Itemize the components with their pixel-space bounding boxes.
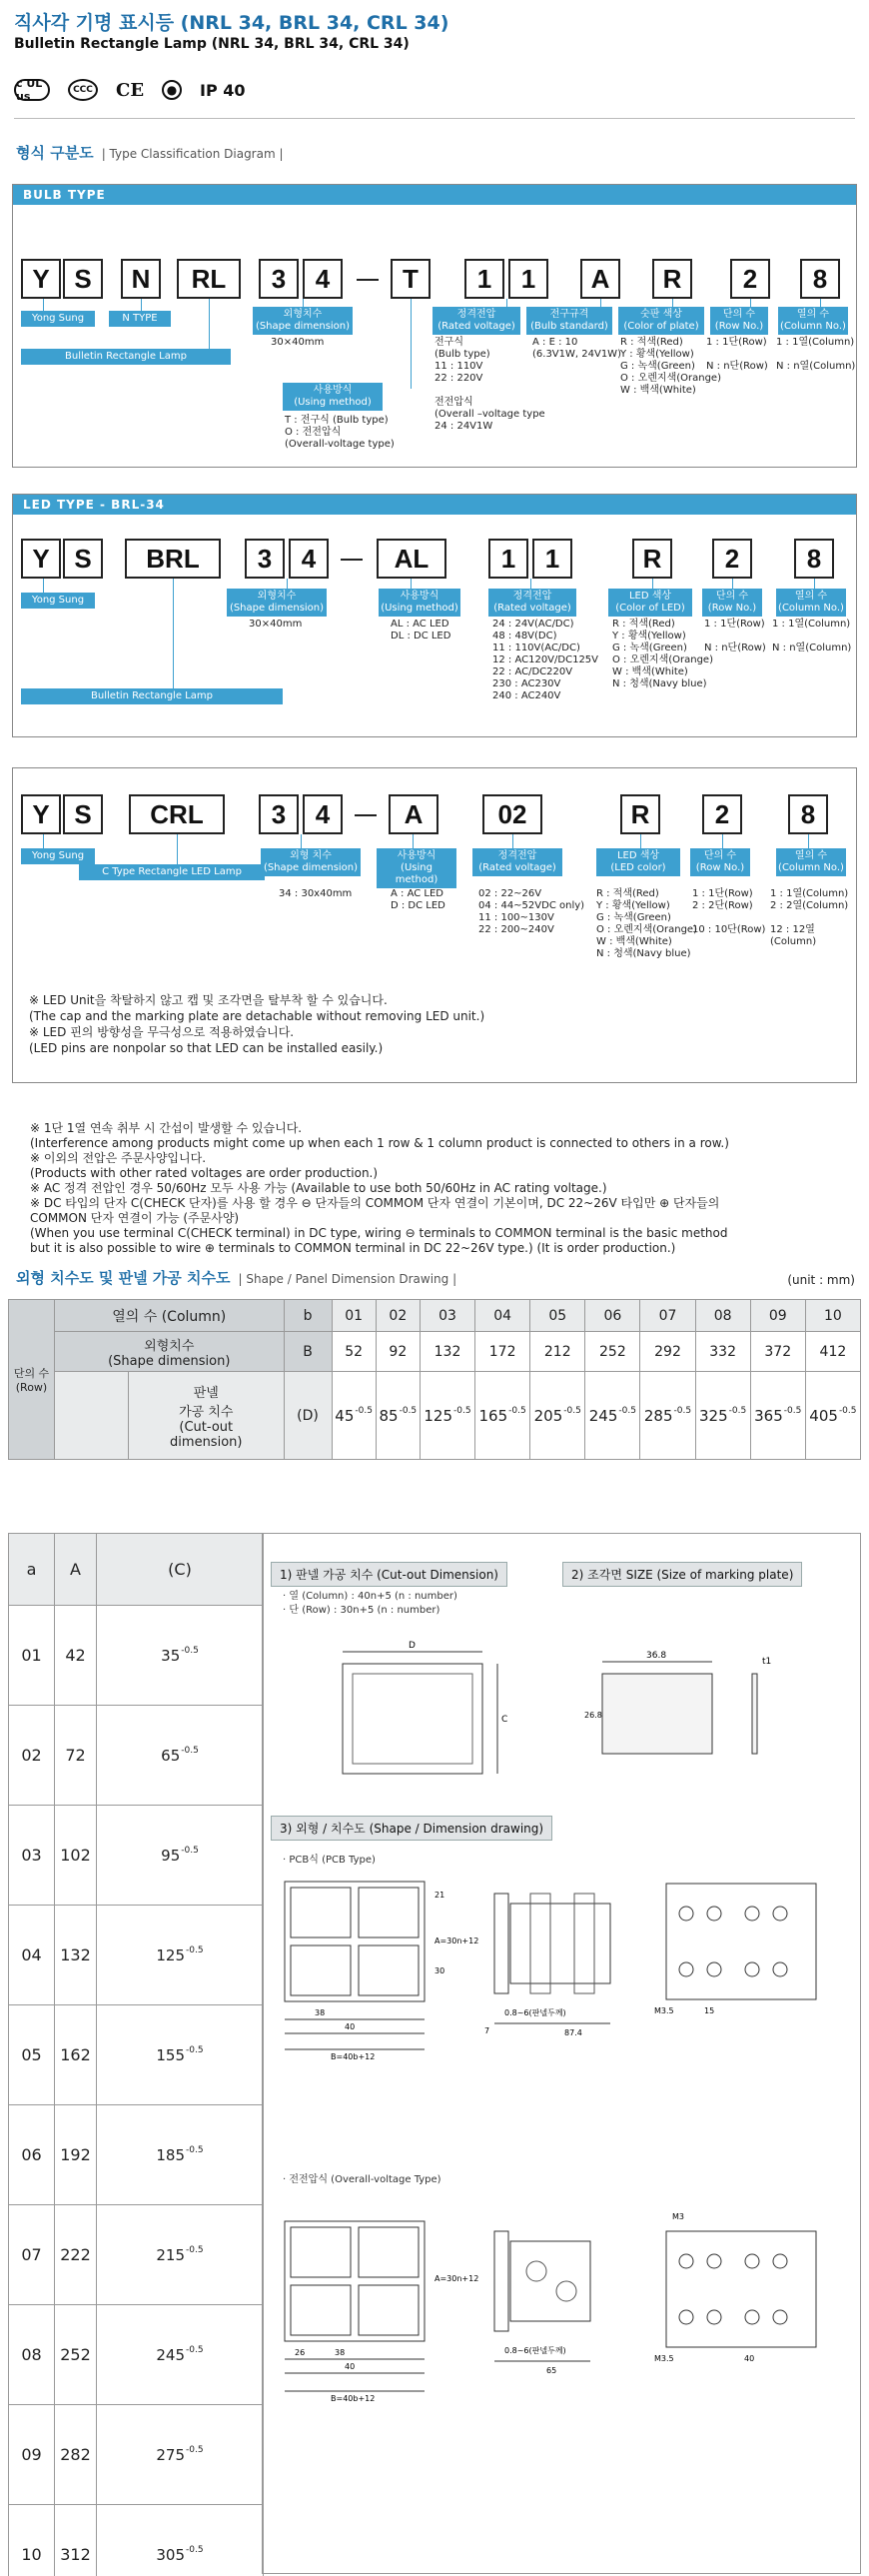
dim-08: 0.8~6(판넬두께) — [504, 2008, 566, 2017]
dim-40: 40 — [345, 2362, 356, 2371]
code-box: Y — [21, 539, 61, 579]
note-using: T : 전구식 (Bulb type) O : 전전압식 (Overall-voltage type) — [285, 415, 395, 450]
note-row: 1 : 1단(Row) N : n단(Row) — [704, 619, 766, 653]
note-col: 1 : 1열(Column) N : n열(Column) — [776, 337, 856, 372]
divider — [14, 118, 855, 119]
crl-footnotes — [29, 992, 484, 1056]
col-cell: 06 — [585, 1300, 640, 1332]
page-title: 직사각 기명 표시등 (NRL 34, BRL 34, CRL 34) — [14, 12, 449, 34]
shape-cell: 52 — [332, 1332, 376, 1372]
tolerance: -0.5 — [453, 1406, 471, 1416]
col-letter: b — [284, 1300, 332, 1332]
row-A: 72 — [55, 1706, 97, 1806]
tolerance: -0.5 — [186, 2445, 204, 2455]
crl-type-panel — [12, 767, 857, 1083]
unit-label: (unit : mm) — [787, 1273, 855, 1287]
tag-n-type: N TYPE — [109, 311, 171, 327]
dim-m3: M3 — [672, 2212, 684, 2221]
bulb-type-panel — [12, 184, 857, 468]
cert-row — [14, 78, 246, 102]
tolerance: -0.5 — [673, 1406, 692, 1416]
tag-shape-dimension: 외형치수 (Shape dimension) — [227, 589, 327, 617]
code-box: 2 — [730, 259, 770, 299]
tag-led-color: LED 색상 (LED color) — [596, 848, 680, 876]
tolerance: -0.5 — [181, 1646, 199, 1656]
code-box: Y — [21, 259, 61, 299]
row-A: 42 — [55, 1606, 97, 1706]
marking-plate-drawing — [582, 1634, 842, 1794]
col-cell: 01 — [332, 1300, 376, 1332]
row-C: 215 — [156, 2246, 186, 2264]
code-box: R — [652, 259, 692, 299]
note-rated: 02 : 22~26V 04 : 44~52VDC only) 11 : 100~130V 22 : 200~240V — [478, 888, 585, 935]
classification-title: 형식 구분도 | Type Classification Diagram | — [16, 144, 284, 162]
cutout-header: 판넬 가공 치수 (Cut-out dimension) — [129, 1372, 285, 1460]
note-color: R : 적색(Red) Y : 황색(Yellow) G : 녹색(Green) O : 오렌지색(Orange) W : 백색(White) — [620, 337, 721, 396]
tag-c-type-rectangle-led-lamp: C Type Rectangle LED Lamp — [79, 864, 265, 880]
cut-cell: 45 — [335, 1407, 355, 1425]
panel-bar: BULB TYPE — [13, 185, 856, 205]
row-C: 155 — [156, 2046, 186, 2064]
code-box: 4 — [303, 259, 343, 299]
code-box: A — [580, 259, 620, 299]
note-row: 1 : 1단(Row) 2 : 2단(Row) 10 : 10단(Row) — [692, 888, 766, 935]
shape-header: 외형치수 (Shape dimension) — [55, 1332, 285, 1372]
code-box: 8 — [788, 794, 828, 834]
code-box: 4 — [303, 794, 343, 834]
dim-30: 30 — [434, 1966, 445, 1975]
dimension-title: 외형 치수도 및 판넬 가공 치수도 | Shape / Panel Dimension Drawing | — [16, 1269, 457, 1287]
row-a: 02 — [9, 1706, 55, 1806]
dim-b40: B=40b+12 — [331, 2394, 376, 2403]
dim-label-268: 26.8 — [584, 1711, 602, 1720]
tag-column-no: 열의 수 (Column No.) — [776, 848, 846, 876]
tag-yong-sung: Yong Sung — [21, 593, 95, 609]
row-C: 35 — [161, 1647, 181, 1665]
dim-26: 26 — [295, 2348, 306, 2357]
code-box: 3 — [245, 539, 285, 579]
ccc-cert-icon: CCC — [68, 79, 98, 101]
tolerance: -0.5 — [186, 2145, 204, 2155]
cutout-drawing — [323, 1634, 542, 1794]
tolerance: -0.5 — [181, 1846, 199, 1856]
code-box: T — [391, 259, 431, 299]
tolerance: -0.5 — [508, 1406, 526, 1416]
row-C: 245 — [156, 2346, 186, 2364]
tolerance: -0.5 — [355, 1406, 373, 1416]
shape-cell: 92 — [376, 1332, 420, 1372]
dim-b40: B=40b+12 — [331, 2052, 376, 2061]
cut-cell: 125 — [424, 1407, 453, 1425]
note-bulb-standard: A : E : 10 (6.3V1W, 24V1W) — [532, 337, 621, 360]
tag-rated-voltage: 정격전압 (Rated voltage) — [472, 848, 562, 876]
page-subtitle: Bulletin Rectangle Lamp (NRL 34, BRL 34, CRL 34) — [14, 36, 410, 52]
tag-bulletin-rectangle-lamp: Bulletin Rectangle Lamp — [21, 688, 283, 704]
code-box: 02 — [482, 794, 542, 834]
row-C: 185 — [156, 2146, 186, 2164]
tag-yong-sung: Yong Sung — [21, 848, 95, 864]
cut-cell: 365 — [754, 1407, 783, 1425]
note-using: A : AC LED D : DC LED — [391, 888, 445, 911]
code-box: 8 — [800, 259, 840, 299]
tolerance: -0.5 — [186, 2045, 204, 2055]
row-A: 312 — [55, 2505, 97, 2576]
code-box: CRL — [129, 794, 225, 834]
shape-cell: 212 — [530, 1332, 585, 1372]
dim-label-368: 36.8 — [646, 1651, 667, 1661]
tag-using-method: 사용방식 (Using method) — [379, 589, 460, 617]
dim-a30: A=30n+12 — [434, 2274, 479, 2283]
dim-15: 15 — [704, 2006, 715, 2015]
tag-shape-dimension: 외형치수 (Shape dimension) — [253, 307, 353, 335]
ip-rating: IP 40 — [200, 80, 246, 100]
note-item: ※ 1단 1열 연속 취부 시 간섭이 발생할 수 있습니다. (Interference among products might come up when each 1 row & 1 column product is connected to others in a row.) — [30, 1121, 729, 1150]
tolerance: -0.5 — [181, 1746, 199, 1756]
row-head-A: A — [55, 1534, 97, 1606]
ce-cert-icon: CE — [116, 79, 145, 101]
code-box: RL — [177, 259, 241, 299]
tag-column-no: 열의 수 (Column No.) — [778, 307, 848, 335]
footnote: ※ LED 핀의 방향성을 무극성으로 적용하였습니다. (LED pins are nonpolar so that LED can be installed easily.) — [29, 1025, 384, 1055]
row-a: 09 — [9, 2405, 55, 2505]
row-a: 04 — [9, 1906, 55, 2005]
row-C: 125 — [156, 1946, 186, 1964]
led-type-panel — [12, 494, 857, 737]
code-box: 8 — [794, 539, 834, 579]
tag-column-no: 열의 수 (Column No.) — [776, 589, 846, 617]
row-a: 08 — [9, 2305, 55, 2405]
general-notes — [30, 1121, 729, 1256]
dim-label-C: C — [501, 1715, 508, 1725]
tag-bulb-standard: 전구규격 (Bulb standard) — [526, 307, 612, 335]
code-box: AL — [377, 539, 446, 579]
tag-row-no: 단의 수 (Row No.) — [690, 848, 750, 876]
row-head-a: a — [9, 1534, 55, 1606]
shape-cell: 412 — [805, 1332, 860, 1372]
row-C: 305 — [156, 2546, 186, 2564]
row-A: 252 — [55, 2305, 97, 2405]
code-box: N — [121, 259, 161, 299]
tolerance: -0.5 — [838, 1406, 857, 1416]
shape-cell: 252 — [585, 1332, 640, 1372]
shape-cell: 172 — [475, 1332, 530, 1372]
tag-using-method: 사용방식 (Using method) — [283, 383, 383, 411]
cut-cell: 285 — [643, 1407, 673, 1425]
dim-65: 65 — [546, 2366, 557, 2375]
row-a: 03 — [9, 1806, 55, 1906]
code-box: 4 — [289, 539, 329, 579]
code-box: S — [63, 259, 103, 299]
note-item: ※ AC 정격 전압인 경우 50/60Hz 모두 사용 가능 (Available to use both 50/60Hz in AC rating voltage.) — [30, 1181, 607, 1195]
note-color: R : 적색(Red) Y : 황색(Yellow) G : 녹색(Green) O : 오렌지색(Orange) W : 백색(White) N : 청색(Navy blue) — [596, 888, 697, 959]
tolerance: -0.5 — [186, 2545, 204, 2555]
shape-drawing-heading: 3) 외형 / 치수도 (Shape / Dimension drawing) — [271, 1816, 552, 1841]
tag-rated-voltage: 정격전압 (Rated voltage) — [488, 589, 576, 617]
note-shape: 30×40mm — [249, 619, 303, 630]
note-shape: 34 : 30x40mm — [279, 888, 353, 899]
code-box: R — [620, 794, 660, 834]
dim-08: 0.8~6(판넬두께) — [504, 2346, 566, 2355]
shape-cell: 332 — [695, 1332, 750, 1372]
cutout-notes: · 열 (Column) : 40n+5 (n : number) · 단 (Row) : 30n+5 (n : number) — [283, 1591, 457, 1616]
tag-yong-sung: Yong Sung — [21, 311, 95, 327]
shape-letter: B — [284, 1332, 332, 1372]
code-box: S — [63, 539, 103, 579]
code-dash — [355, 814, 377, 816]
col-cell: 04 — [475, 1300, 530, 1332]
row-header: 단의 수 (Row) — [9, 1300, 55, 1460]
col-cell: 08 — [695, 1300, 750, 1332]
cut-letter: (D) — [284, 1372, 332, 1460]
col-cell: 02 — [376, 1300, 420, 1332]
dim-21: 21 — [434, 1891, 445, 1900]
code-box: R — [632, 539, 672, 579]
overall-type-label: · 전전압식 (Overall-voltage Type) — [283, 2174, 441, 2185]
note-using: AL : AC LED DL : DC LED — [391, 619, 451, 642]
dim-38: 38 — [315, 2008, 326, 2017]
column-header: 열의 수 (Column) — [55, 1300, 285, 1332]
note-item: ※ DC 타입의 단자 C(CHECK 단자)를 사용 할 경우 ⊖ 단자들의 COMMOM 단자 연결이 기본이며, DC 22~26V 타입만 ⊕ 단자들의 COMMON 단자 연결이 가능 (주문사양) (When you use terminal C(CHECK terminal) in DC type, wiring ⊖ terminals to COMMON terminal is the basic method but it is also possible to wire ⊕ terminals to COMMON terminal in DC 22~26V type.) (It is order production.) — [30, 1196, 728, 1255]
note-col: 1 : 1열(Column) 2 : 2열(Column) 12 : 12열(Column) — [770, 888, 849, 947]
dim-m35: M3.5 — [654, 2354, 674, 2363]
dim-40: 40 — [345, 2022, 356, 2031]
tolerance: -0.5 — [728, 1406, 747, 1416]
row-dimension-table — [8, 1533, 264, 2576]
col-cell: 10 — [805, 1300, 860, 1332]
row-A: 102 — [55, 1806, 97, 1906]
note-rated: 전구식 (Bulb type) 11 : 110V 22 : 220V 전전압식 (Overall –voltage type 24 : 24V1W — [434, 337, 545, 432]
ul-cert-icon: c UL us — [14, 79, 50, 101]
shape-cell: 292 — [640, 1332, 695, 1372]
code-box: 1 — [508, 259, 548, 299]
shape-cell: 132 — [420, 1332, 474, 1372]
code-box: A — [389, 794, 438, 834]
col-cell: 03 — [420, 1300, 474, 1332]
code-box: 2 — [702, 794, 742, 834]
dim-label-t1: t1 — [762, 1657, 772, 1667]
row-C: 95 — [161, 1847, 181, 1865]
tag-row-no: 단의 수 (Row No.) — [702, 589, 762, 617]
marking-plate-heading: 2) 조각면 SIZE (Size of marking plate) — [562, 1562, 802, 1587]
tolerance: -0.5 — [783, 1406, 802, 1416]
row-a: 07 — [9, 2205, 55, 2305]
note-item: ※ 이외의 전압은 주문사양입니다. (Products with other rated voltages are order production.) — [30, 1151, 379, 1180]
cut-cell: 325 — [699, 1407, 728, 1425]
row-A: 192 — [55, 2105, 97, 2205]
note-rated: 24 : 24V(AC/DC) 48 : 48V(DC) 11 : 110V(AC/DC) 12 : AC120V/DC125V 22 : AC/DC220V 230 : AC230V 240 : AC240V — [492, 619, 599, 701]
pcb-type-label: · PCB식 (PCB Type) — [283, 1855, 376, 1866]
tolerance: -0.5 — [399, 1406, 418, 1416]
tag-bulletin-rectangle-lamp: Bulletin Rectangle Lamp — [21, 349, 231, 365]
col-cell: 05 — [530, 1300, 585, 1332]
code-box: 2 — [712, 539, 752, 579]
row-A: 162 — [55, 2005, 97, 2105]
code-box: Y — [21, 794, 61, 834]
row-a: 06 — [9, 2105, 55, 2205]
cut-cell: 85 — [379, 1407, 399, 1425]
dim-874: 87.4 — [564, 2028, 582, 2037]
code-box: 3 — [259, 794, 299, 834]
tag-row-no: 단의 수 (Row No.) — [710, 307, 768, 335]
tag-color-plate: 숫판 색상 (Color of plate) — [618, 307, 704, 335]
code-box: 3 — [259, 259, 299, 299]
cut-cell: 245 — [588, 1407, 618, 1425]
dim-38: 38 — [335, 2348, 346, 2357]
dim-7: 7 — [484, 2026, 490, 2035]
tag-color-led: LED 색상 (Color of LED) — [608, 589, 692, 617]
code-box: 1 — [488, 539, 528, 579]
col-cell: 09 — [750, 1300, 805, 1332]
dim-m35: M3.5 — [654, 2006, 674, 2015]
tolerance: -0.5 — [618, 1406, 636, 1416]
code-dash — [341, 559, 363, 561]
footnote: ※ LED Unit을 착탈하지 않고 캡 및 조각면을 탈부착 할 수 있습니다. (The cap and the marking plate are detachable without removing LED unit.) — [29, 993, 485, 1023]
note-col: 1 : 1열(Column) N : n열(Column) — [772, 619, 852, 653]
note-color: R : 적색(Red) Y : 황색(Yellow) G : 녹색(Green) O : 오렌지색(Orange) W : 백색(White) N : 청색(Navy blue) — [612, 619, 713, 689]
cut-cell: 165 — [478, 1407, 508, 1425]
cut-cell: 405 — [809, 1407, 838, 1425]
row-head-C: (C) — [97, 1534, 264, 1606]
drawing-area — [262, 1533, 861, 2574]
row-A: 132 — [55, 1906, 97, 2005]
code-dash — [357, 279, 379, 281]
row-C: 275 — [156, 2446, 186, 2464]
tolerance: -0.5 — [186, 1945, 204, 1955]
row-a: 05 — [9, 2005, 55, 2105]
shape-cell: 372 — [750, 1332, 805, 1372]
row-A: 282 — [55, 2405, 97, 2505]
code-box: 1 — [464, 259, 504, 299]
note-row: 1 : 1단(Row) N : n단(Row) — [706, 337, 768, 372]
row-a: 01 — [9, 1606, 55, 1706]
row-C: 65 — [161, 1747, 181, 1765]
tag-using-method: 사용방식 (Using method) — [377, 848, 456, 888]
panel-bar: LED TYPE - BRL-34 — [13, 495, 856, 515]
note-shape: 30×40mm — [271, 337, 325, 348]
cutout-heading: 1) 판넬 가공 치수 (Cut-out Dimension) — [271, 1562, 507, 1587]
overall-drawing — [275, 2201, 854, 2461]
col-cell: 07 — [640, 1300, 695, 1332]
dim-a30: A=30n+12 — [434, 1936, 479, 1945]
tag-shape-dimension: 외형 치수 (Shape dimension) — [261, 848, 361, 876]
shield-icon: ● — [162, 80, 182, 100]
code-box: 1 — [532, 539, 572, 579]
cut-cell: 205 — [533, 1407, 563, 1425]
tag-rated-voltage: 정격전압 (Rated voltage) — [433, 307, 520, 335]
tolerance: -0.5 — [186, 2345, 204, 2355]
pcb-drawing — [275, 1874, 854, 2123]
dimension-table — [8, 1299, 861, 1460]
row-a: 10 — [9, 2505, 55, 2576]
row-A: 222 — [55, 2205, 97, 2305]
dim-label-D: D — [409, 1641, 416, 1651]
dim-40: 40 — [744, 2354, 755, 2363]
tolerance: -0.5 — [563, 1406, 581, 1416]
code-box: S — [63, 794, 103, 834]
tolerance: -0.5 — [186, 2245, 204, 2255]
code-box: BRL — [125, 539, 221, 579]
